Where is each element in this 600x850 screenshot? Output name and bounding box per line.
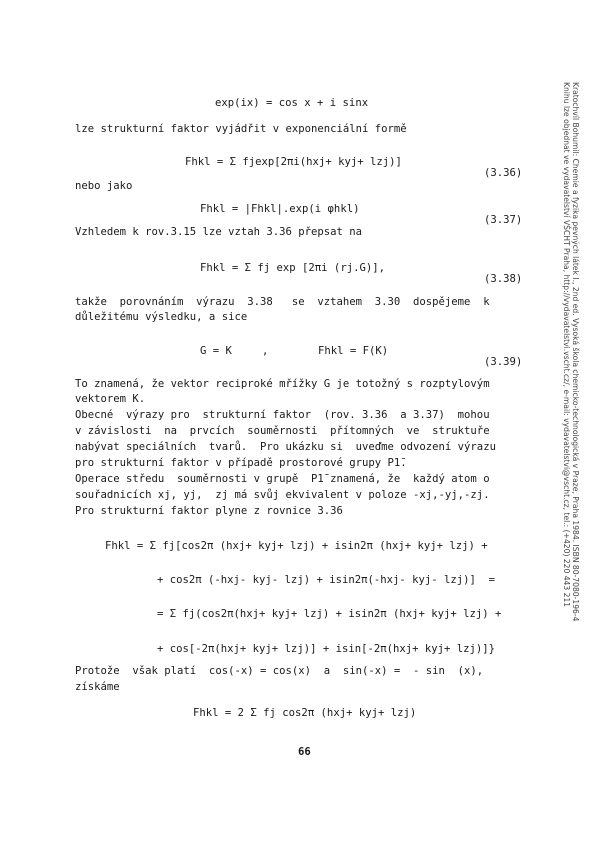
equation-3-39-left: G = K	[200, 345, 232, 357]
text-line: takže porovnáním výrazu 3.38 se vztahem 3.30 dospějeme k	[75, 296, 490, 308]
equation-expansion-2: + cos2π (-hxj- kyj- lzj) + isin2π(-hxj- kyj- lzj)] =	[157, 574, 496, 586]
text-line: Vzhledem k rov.3.15 lze vztah 3.36 přepsat na	[75, 226, 363, 238]
equation-3-37: Fhkl = |Fhkl|.exp(i φhkl)	[200, 203, 360, 215]
equation-expansion-3: = Σ fj(cos2π(hxj+ kyj+ lzj) + isin2π (hxj+ kyj+ lzj) +	[157, 608, 502, 620]
side-citation-line-2: Knihu lze objednat ve vydavatelství VŠCHT Praha, http://vydavatelstvi.vscht.cz/, e-mail: vydavatelstvi@vscht.cz, tel.: (+420) 220 443 211	[562, 82, 571, 608]
text-line: lze strukturní faktor vyjádřit v exponenciální formě	[75, 123, 407, 135]
text-line: pro strukturní faktor v případě prostorové grupy P1̄.	[75, 457, 407, 469]
text-line: To znamená, že vektor reciproké mřížky G je totožný s rozptylovým	[75, 378, 490, 390]
equation-3-39-right: Fhkl = F(K)	[318, 345, 389, 357]
page-number: 66	[298, 746, 311, 758]
equation-number: (3.36)	[484, 166, 523, 179]
text-line: v závislosti na prvcích souměrnosti přítomných ve struktuře	[75, 425, 490, 437]
equation-result: Fhkl = 2 Σ fj cos2π (hxj+ kyj+ lzj)	[193, 707, 417, 719]
text-line: Obecné výrazy pro strukturní faktor (rov. 3.36 a 3.37) mohou	[75, 409, 490, 421]
equation-expansion-4: + cos[-2π(hxj+ kyj+ lzj)] + isin[-2π(hxj+ kyj+ lzj)]}	[157, 643, 496, 655]
equation-3-39-separator: ,	[262, 345, 269, 357]
text-line: vektorem K.	[75, 393, 146, 405]
text-line: získáme	[75, 681, 120, 693]
text-line: Protože však platí cos(-x) = cos(x) a sin(-x) = - sin (x),	[75, 665, 484, 677]
text-line: důležitému výsledku, a sice	[75, 311, 248, 323]
equation-number: (3.38)	[484, 272, 523, 285]
equation-expansion-1: Fhkl = Σ fj[cos2π (hxj+ kyj+ lzj) + isin2π (hxj+ kyj+ lzj) +	[105, 540, 488, 552]
equation-number: (3.37)	[484, 213, 523, 226]
text-line: nebo jako	[75, 180, 133, 192]
text-line: souřadnicích xj, yj, zj má svůj ekvivalent v poloze -xj,-yj,-zj.	[75, 489, 490, 501]
equation-3-36: Fhkl = Σ fjexp[2πi(hxj+ kyj+ lzj)]	[185, 156, 402, 168]
side-citation-line-1: Kratochvíl Bohumil: Chemie a fyzika pevných látek I., 2nd ed. Vysoká škola chemicko-technologická v Praze, Praha 1984. ISBN 80-7080-196-4	[571, 82, 580, 622]
text-line: Operace středu souměrnosti v grupě P1̄ znamená, že každý atom o	[75, 473, 490, 485]
equation-3-38: Fhkl = Σ fj exp [2πi (rj.G)],	[200, 262, 385, 274]
text-line: Pro strukturní faktor plyne z rovnice 3.36	[75, 505, 343, 517]
text-line-exp: exp(ix) = cos x + i sinx	[215, 97, 369, 109]
text-line: nabývat speciálních tvarů. Pro ukázku si uveďme odvození výrazu	[75, 441, 496, 453]
equation-number: (3.39)	[484, 355, 523, 368]
side-citation	[562, 82, 580, 621]
